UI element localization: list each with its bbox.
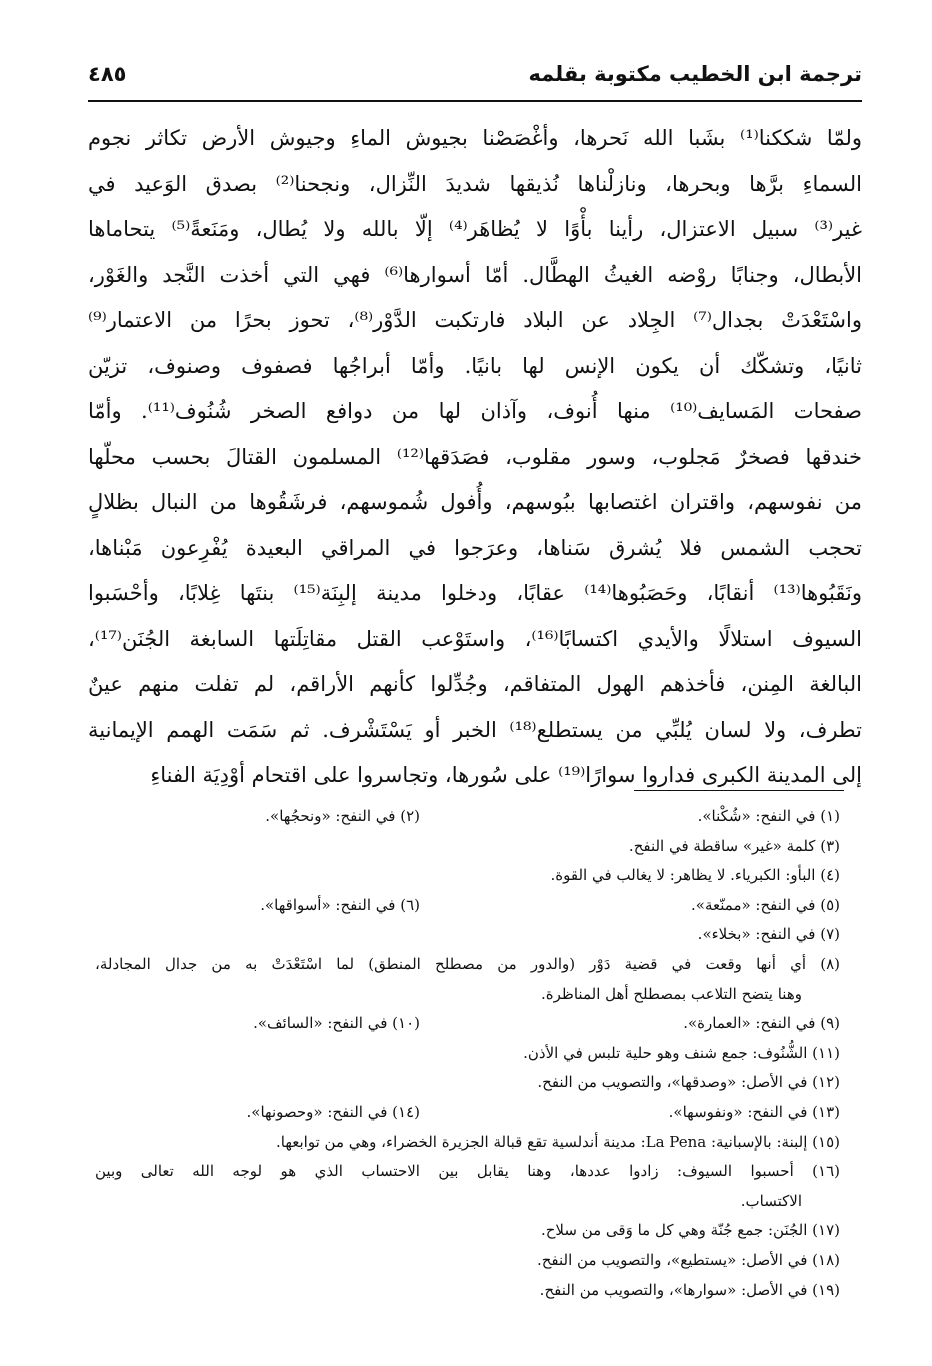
footnote-row <box>95 980 840 1010</box>
footnote-continuation: الاكتساب. <box>740 1191 802 1210</box>
text-line: من نفوسهم، واقتران اغتصابها ببُوسهم، وأُفول شُموسهم، فرشَقُوها من النبال بظلالٍ <box>88 490 862 514</box>
footnote: (٨) أي أنها وقعت في قضية دَوْر (والدور من مصطلح المنطق) لما اسْتَعْدَتْ به من جدال المجادلة، <box>95 954 840 973</box>
footnote: (١٨) في الأصل: «يستطيع»، والتصويب من النفح. <box>536 1250 840 1269</box>
footnote: (٣) كلمة «غير» ساقطة في النفح. <box>628 836 840 855</box>
page-number: ٤٨٥ <box>88 62 127 86</box>
footnote-row <box>95 832 840 862</box>
footnote-row <box>95 1009 840 1039</box>
footnotes <box>95 802 840 1305</box>
footnote-row <box>95 1276 840 1306</box>
footnote: (٧) في النفح: «بخلاء». <box>697 925 840 944</box>
text-line: ونَقَبُوها⁽¹³⁾ أنقابًا، وحَصَبُوها⁽¹⁴⁾ عقابًا، ودخلوا مدينة إلبِنَة⁽¹⁵⁾ بنتَها غِلابًا، وأحْسَبوا <box>88 581 862 605</box>
footnote: (٢) في النفح: «ونحجُها». <box>265 807 420 825</box>
footnote-row <box>95 1098 840 1128</box>
running-title: ترجمة ابن الخطيب مكتوبة بقلمه <box>528 62 862 86</box>
text-line: غير⁽³⁾ سبيل الاعتزال، رأينا بأْوًا لا يُظاهَر⁽⁴⁾ إلّا بالله ولا يُطال، ومَنَعةً⁽⁵⁾ يتحاماها <box>88 217 862 241</box>
text-line: تحجب الشمس فلا يُشرق سَناها، وعرَجوا في المراقي البعيدة يُفْرِعون مَبْناها، <box>88 535 862 560</box>
main-text <box>88 116 862 799</box>
footnote: (١٢) في الأصل: «وصدقها»، والتصويب من النفح. <box>537 1073 840 1092</box>
text-line: السيوف استلالًا والأيدي اكتسابًا⁽¹⁶⁾، واستَوْعب القتل مقاتِلَتها السابغة الجُنَن⁽¹⁷⁾، <box>88 626 862 651</box>
header-rule <box>88 100 862 102</box>
text-line: واسْتَعْدَتْ بجدال⁽⁷⁾ الجِلاد عن البلاد فارتكبت الدَّوْر⁽⁸⁾، تحوز بحرًا من الاعتمار⁽⁹⁾ <box>88 308 862 332</box>
footnote: (١١) الشُّنُوف: جمع شنف وهو حلية تلبس في الأذن. <box>523 1043 840 1062</box>
footnote: (١) في النفح: «شُكْنا». <box>697 807 840 825</box>
footnote-row <box>95 1216 840 1246</box>
footnote: (١٠) في النفح: «السائف». <box>253 1014 420 1033</box>
text-line: السماءِ برَّها وبحرها، ونازلْناها نُذيقها شديدَ النِّزال، ونجحنا⁽²⁾ بصدق الوَعيد في <box>88 171 862 196</box>
footnote: (٥) في النفح: «ممنّعة». <box>691 895 840 914</box>
footnote-row <box>95 1157 840 1187</box>
footnote: (١٦) أحسبوا السيوف: زادوا عددها، وهنا يقابل بين الاحتساب الذي هو لوجه الله تعالى وبين <box>95 1162 840 1181</box>
footnote-row <box>95 1068 840 1098</box>
page-header <box>88 56 862 96</box>
text-line: صفحات المَسايف⁽¹⁰⁾ منها أُنوف، وآذان لها من دوافع الصخر شُنُوف⁽¹¹⁾. وأمّا <box>88 399 862 423</box>
footnote-row <box>95 891 840 921</box>
footnote-row <box>95 920 840 950</box>
footnote: (٩) في النفح: «العمارة». <box>683 1014 840 1033</box>
text-line: البالغة المِنن، فأخذهم الهول المتفاقم، وجُدِّلوا كأنهم الأراقم، لم تفلت منهم عينٌ <box>88 672 862 696</box>
footnote: (١٧) الجُنَن: جمع جُنّة وهي كل ما وَقى من سلاح. <box>540 1221 840 1240</box>
footnote: (٦) في النفح: «أسواقها». <box>260 895 420 914</box>
text-line: ولمّا شككنا⁽¹⁾ بشَبا الله نَحرها، وأغْصَصْنا بجيوش الماءِ وجيوش الأرض تكاثر نجوم <box>88 126 862 150</box>
footnote: (١٣) في النفح: «ونفوسها». <box>668 1102 840 1121</box>
footnote: (٤) البأو: الكبرياء. لا يظاهر: لا يغالب في القوة. <box>550 866 840 885</box>
footnote: (١٥) إلبنة: بالإسبانية: La Pena: مدينة أندلسية تقع قبالة الجزيرة الخضراء، وهي من توابعها. <box>276 1132 840 1151</box>
text-line: إلى المدينة الكبرى فداروا سوارًا⁽¹⁹⁾ على سُورها، وتجاسروا على اقتحام أوْدِيَة الفناءِ <box>150 763 862 787</box>
footnote: (١٤) في النفح: «وحصونها». <box>246 1102 420 1121</box>
text-line: خندقها فصخرٌ مَجلوب، وسور مقلوب، فصَدَقها⁽¹²⁾ المسلمون القتالَ بحسب محلّها <box>88 444 862 469</box>
footnote-row <box>95 802 840 832</box>
footnote-row <box>95 1128 840 1158</box>
text-line: الأبطال، وجنابًا روْضه الغيثُ الهطَّال. أمّا أسوارها⁽⁶⁾ فهي التي أخذت النَّجد والغَوْر، <box>88 262 862 287</box>
footnote-row <box>95 1187 840 1217</box>
footnote-continuation: وهنا يتضح التلاعب بمصطلح أهل المناظرة. <box>541 984 802 1003</box>
text-line: تطرف، ولا لسان يُلبِّي من يستطلع⁽¹⁸⁾ الخبر أو يَسْتَشْرف. ثم سَمَت الهمم الإيمانية <box>88 717 862 742</box>
footnote-row <box>95 1039 840 1069</box>
footnote: (١٩) في الأصل: «سوارها»، والتصويب من النفح. <box>539 1280 840 1299</box>
text-line: ثانيًا، وتشكّك أن يكون الإنس لها بانيًا. وأمّا أبراجُها فصفوف وصنوف، تزيّن <box>88 353 862 378</box>
footnote-row <box>95 861 840 891</box>
footnote-separator <box>634 790 844 791</box>
footnote-row <box>95 950 840 980</box>
footnote-row <box>95 1246 840 1276</box>
